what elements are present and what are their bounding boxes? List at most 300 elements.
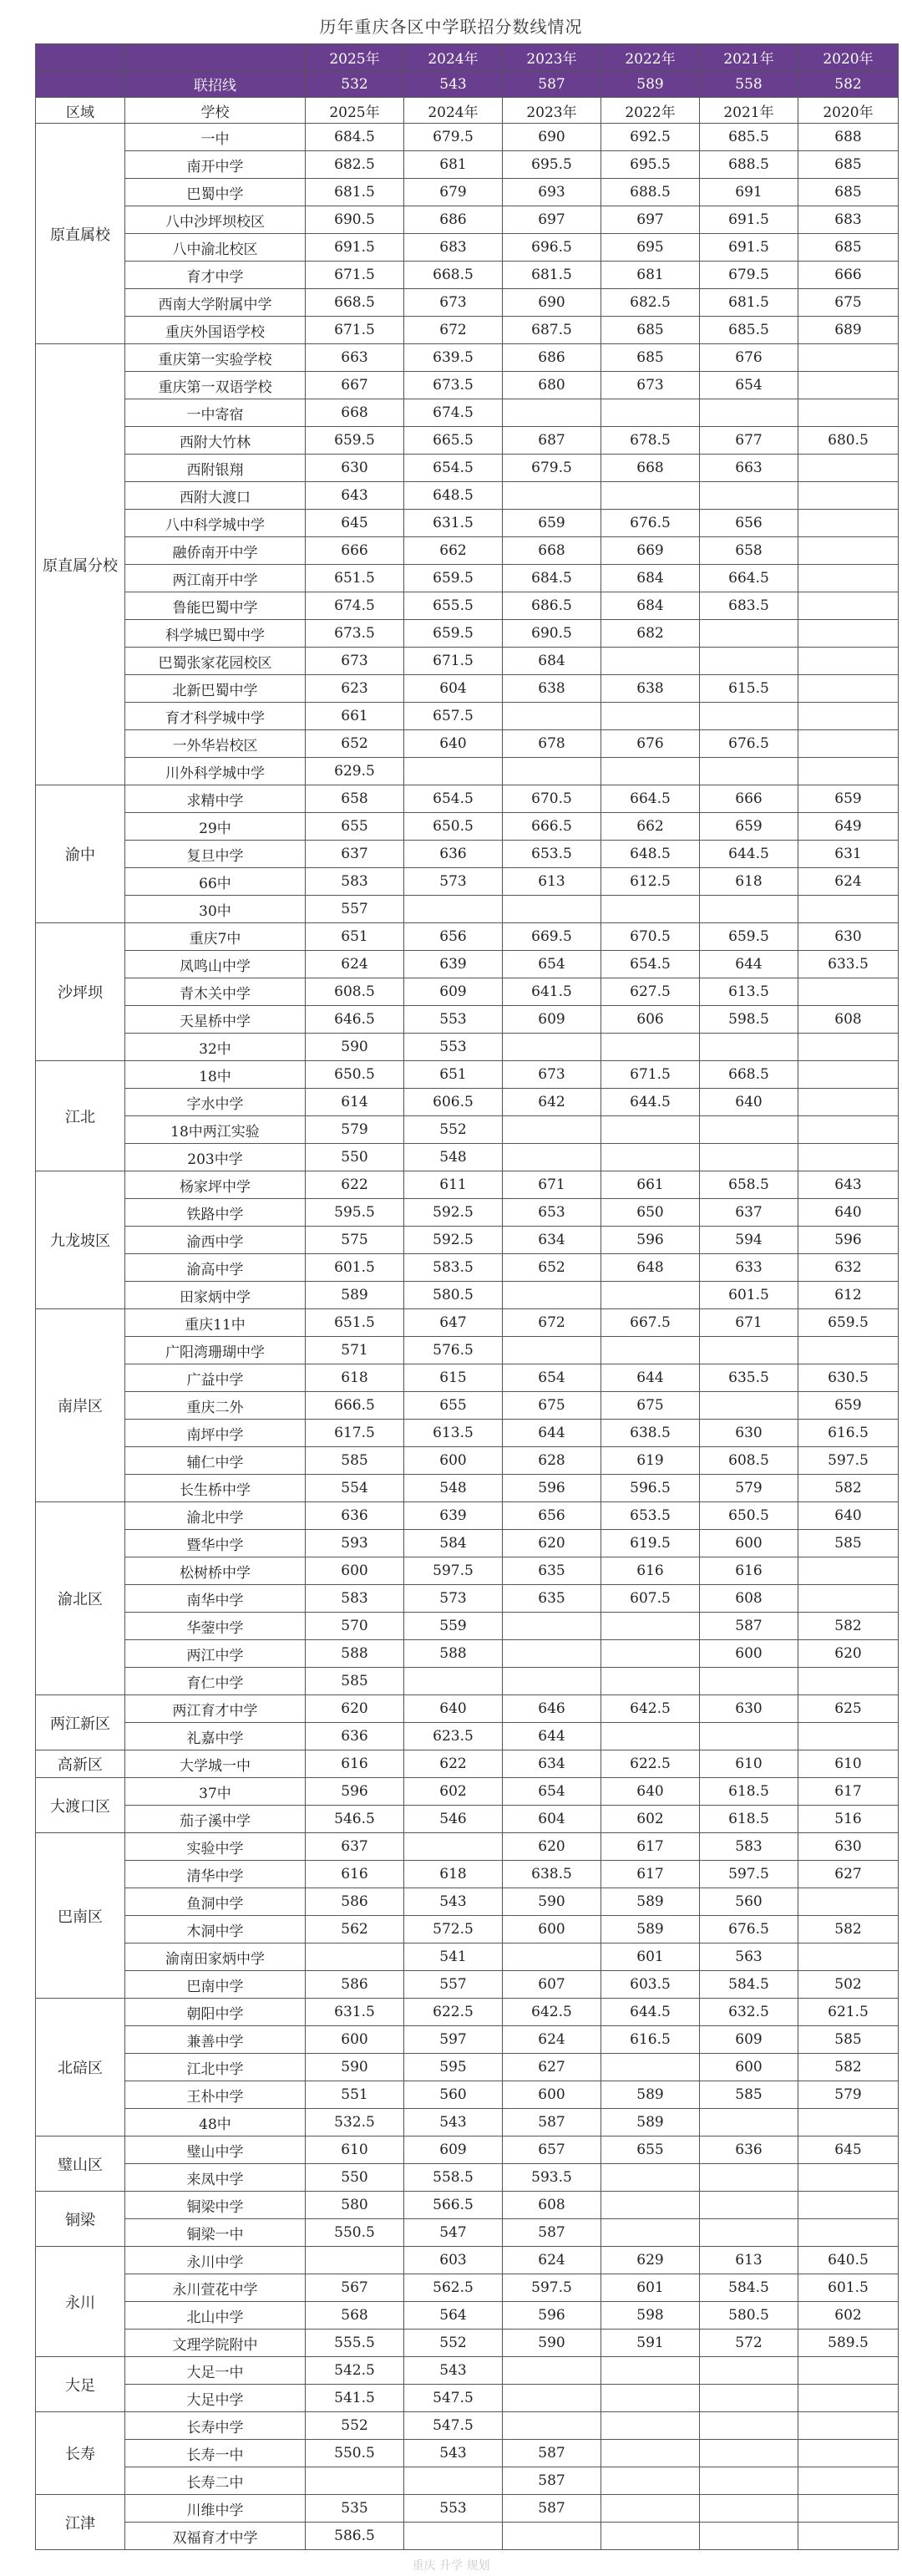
score-cell: 586 — [306, 1971, 404, 1999]
score-cell: 615.5 — [700, 675, 798, 703]
school-name-cell: 字水中学 — [125, 1089, 306, 1116]
score-cell: 640 — [601, 1778, 700, 1806]
score-cell: 640.5 — [798, 2247, 899, 2274]
school-name-cell: 南开中学 — [125, 151, 306, 179]
score-cell: 644.5 — [601, 1999, 700, 2026]
score-cell: 685 — [601, 344, 700, 372]
score-cell: 559 — [404, 1613, 503, 1640]
score-cell: 681.5 — [503, 262, 601, 289]
school-name-cell: 重庆第一实验学校 — [125, 344, 306, 372]
table-row — [36, 2523, 899, 2550]
school-name-cell: 渝北中学 — [125, 1502, 306, 1530]
score-cell: 584.5 — [700, 2274, 798, 2302]
watermark: 重庆 升学 规划 — [412, 2559, 490, 2573]
score-cell: 553 — [404, 1034, 503, 1061]
score-cell: 679.5 — [404, 124, 503, 151]
school-name-cell: 北山中学 — [125, 2302, 306, 2330]
score-cell: 642 — [503, 1089, 601, 1116]
score-cell: 638.5 — [503, 1861, 601, 1888]
table-row — [36, 289, 899, 317]
score-cell — [700, 2495, 798, 2523]
score-cell: 684.5 — [503, 565, 601, 592]
table-row — [36, 2467, 899, 2495]
region-column-header: 区域 — [36, 98, 125, 124]
score-cell — [601, 703, 700, 730]
score-cell: 600 — [503, 2081, 601, 2109]
school-name-cell: 华蓥中学 — [125, 1613, 306, 1640]
score-cell: 682.5 — [306, 151, 404, 179]
score-cell: 687 — [503, 427, 601, 455]
table-row — [36, 1034, 899, 1061]
score-cell: 589 — [306, 1282, 404, 1309]
score-cell: 600 — [306, 2026, 404, 2054]
table-row — [36, 868, 899, 896]
region-cell: 长寿 — [36, 2412, 125, 2495]
score-cell: 631 — [798, 841, 899, 868]
school-name-cell: 西南大学附属中学 — [125, 289, 306, 317]
table-row — [36, 1888, 899, 1916]
score-cell: 662 — [404, 537, 503, 565]
score-cell: 650.5 — [306, 1061, 404, 1089]
score-cell: 624 — [798, 868, 899, 896]
score-cell: 658 — [306, 785, 404, 813]
score-cell: 654.5 — [404, 785, 503, 813]
score-cell: 681 — [404, 151, 503, 179]
table-row — [36, 234, 899, 262]
score-cell: 623 — [306, 675, 404, 703]
score-cell: 653.5 — [601, 1502, 700, 1530]
score-cell: 583 — [306, 868, 404, 896]
table-row — [36, 1171, 899, 1199]
school-name-cell: 八中渝北校区 — [125, 234, 306, 262]
school-name-cell: 凤鸣山中学 — [125, 951, 306, 978]
score-cell: 668.5 — [404, 262, 503, 289]
table-row — [36, 510, 899, 537]
score-cell: 685.5 — [700, 124, 798, 151]
table-row — [36, 2137, 899, 2164]
score-cell: 671.5 — [601, 1061, 700, 1089]
score-cell: 502 — [798, 1971, 899, 1999]
table-row — [36, 565, 899, 592]
table-row — [36, 344, 899, 372]
score-cell: 671.5 — [306, 262, 404, 289]
score-cell — [700, 1144, 798, 1171]
score-cell: 642.5 — [503, 1999, 601, 2026]
school-name-cell: 37中 — [125, 1778, 306, 1806]
score-cell: 598 — [601, 2302, 700, 2330]
score-cell: 597.5 — [404, 1557, 503, 1585]
score-cell: 543 — [404, 1888, 503, 1916]
school-name-cell: 清华中学 — [125, 1861, 306, 1888]
score-cell: 639 — [404, 951, 503, 978]
score-cell: 617.5 — [306, 1420, 404, 1447]
score-cell: 615 — [404, 1364, 503, 1392]
table-row — [36, 1557, 899, 1585]
school-name-cell: 48中 — [125, 2109, 306, 2137]
score-cell: 644.5 — [700, 841, 798, 868]
score-cell: 607 — [503, 1971, 601, 1999]
region-cell: 沙坪坝 — [36, 923, 125, 1061]
score-cell: 656 — [700, 510, 798, 537]
score-cell: 625 — [798, 1695, 899, 1723]
score-cell: 629.5 — [306, 758, 404, 785]
table-row — [36, 1640, 899, 1668]
score-cell: 638 — [601, 675, 700, 703]
school-name-cell: 巴南中学 — [125, 1971, 306, 1999]
score-cell: 590 — [503, 1888, 601, 1916]
score-cell: 560 — [404, 2081, 503, 2109]
school-name-cell: 18中两江实验 — [125, 1116, 306, 1144]
score-cell: 666 — [306, 537, 404, 565]
table-row — [36, 1999, 899, 2026]
score-cell — [700, 620, 798, 648]
year-header: 2023年 — [503, 44, 601, 71]
score-cell: 654.5 — [404, 455, 503, 482]
score-cell: 696.5 — [503, 234, 601, 262]
score-cell: 678 — [503, 730, 601, 758]
score-cell: 675 — [601, 1392, 700, 1420]
column-header-row — [36, 98, 899, 124]
score-cell: 584 — [404, 1530, 503, 1557]
score-cell: 638.5 — [601, 1420, 700, 1447]
score-cell: 644 — [503, 1420, 601, 1447]
year-column-header: 2021年 — [700, 98, 798, 124]
score-cell: 608.5 — [306, 978, 404, 1006]
score-cell: 604 — [503, 1806, 601, 1833]
score-cell — [601, 1144, 700, 1171]
score-cell: 668.5 — [306, 289, 404, 317]
table-row — [36, 151, 899, 179]
score-cell: 600 — [700, 1640, 798, 1668]
score-cell: 590 — [306, 2054, 404, 2081]
score-cell: 681.5 — [700, 289, 798, 317]
score-cell: 669.5 — [503, 923, 601, 951]
score-cell: 620 — [503, 1530, 601, 1557]
score-cell: 543 — [404, 2440, 503, 2467]
score-cell: 659 — [700, 813, 798, 841]
score-cell: 622.5 — [404, 1999, 503, 2026]
score-cell: 610 — [798, 1750, 899, 1778]
score-cell — [503, 703, 601, 730]
table-row — [36, 482, 899, 510]
score-cell — [404, 1833, 503, 1861]
score-cell: 627 — [503, 2054, 601, 2081]
score-cell: 606.5 — [404, 1089, 503, 1116]
table-row — [36, 675, 899, 703]
score-cell: 618.5 — [700, 1806, 798, 1833]
score-cell: 680 — [503, 372, 601, 399]
score-cell: 645 — [306, 510, 404, 537]
score-cell: 592.5 — [404, 1199, 503, 1227]
school-name-cell: 巴蜀中学 — [125, 179, 306, 206]
table-row — [36, 813, 899, 841]
score-cell: 589 — [601, 1916, 700, 1943]
table-row — [36, 758, 899, 785]
score-cell — [700, 2385, 798, 2412]
score-cell: 596 — [503, 1475, 601, 1502]
school-column-header: 学校 — [125, 98, 306, 124]
score-cell — [601, 2440, 700, 2467]
school-name-cell: 18中 — [125, 1061, 306, 1089]
score-cell: 656 — [503, 1502, 601, 1530]
school-name-cell: 璧山中学 — [125, 2137, 306, 2164]
score-cell: 609 — [404, 2137, 503, 2164]
table-row — [36, 179, 899, 206]
score-cell: 624 — [503, 2026, 601, 2054]
score-cell: 586.5 — [306, 2523, 404, 2550]
score-cell: 596 — [306, 1778, 404, 1806]
score-cell — [798, 1337, 899, 1364]
score-cell — [601, 1337, 700, 1364]
school-name-cell: 王朴中学 — [125, 2081, 306, 2109]
score-cell: 620 — [306, 1695, 404, 1723]
score-cell: 579 — [700, 1475, 798, 1502]
score-cell: 669 — [601, 537, 700, 565]
score-cell: 655 — [601, 2137, 700, 2164]
score-cell — [404, 896, 503, 923]
table-row — [36, 620, 899, 648]
school-name-cell: 巴蜀张家花园校区 — [125, 648, 306, 675]
score-cell: 681.5 — [306, 179, 404, 206]
year-header: 2022年 — [601, 44, 700, 71]
score-cell: 564 — [404, 2302, 503, 2330]
table-row — [36, 1861, 899, 1888]
score-cell: 622 — [404, 1750, 503, 1778]
score-cell: 587 — [503, 2495, 601, 2523]
score-cell — [798, 896, 899, 923]
school-name-cell: 32中 — [125, 1034, 306, 1061]
table-row — [36, 951, 899, 978]
region-cell: 铜梁 — [36, 2192, 125, 2247]
score-cell: 654 — [503, 1778, 601, 1806]
score-cell: 592.5 — [404, 1227, 503, 1254]
score-cell: 670.5 — [503, 785, 601, 813]
score-cell: 585 — [798, 2026, 899, 2054]
school-name-cell: 实验中学 — [125, 1833, 306, 1861]
score-cell: 535 — [306, 2495, 404, 2523]
score-cell: 684 — [601, 592, 700, 620]
score-cell: 677 — [700, 427, 798, 455]
score-cell — [700, 1337, 798, 1364]
score-cell — [601, 2054, 700, 2081]
score-cell: 604 — [404, 675, 503, 703]
score-cell — [404, 758, 503, 785]
score-cell: 596 — [798, 1227, 899, 1254]
score-cell: 622.5 — [601, 1750, 700, 1778]
score-cell: 668 — [601, 455, 700, 482]
score-cell: 589 — [601, 1888, 700, 1916]
score-cell: 600 — [404, 1447, 503, 1475]
score-cell: 616 — [601, 1557, 700, 1585]
score-cell: 668.5 — [700, 1061, 798, 1089]
score-cell: 644 — [503, 1723, 601, 1750]
score-cell: 631.5 — [404, 510, 503, 537]
score-cell: 640 — [404, 730, 503, 758]
score-cell: 630 — [798, 1833, 899, 1861]
score-cell: 572 — [700, 2330, 798, 2357]
score-cell: 610 — [306, 2137, 404, 2164]
score-cell: 606 — [601, 1006, 700, 1034]
school-name-cell: 大学城一中 — [125, 1750, 306, 1778]
table-row — [36, 2357, 899, 2385]
score-cell: 652 — [503, 1254, 601, 1282]
score-cell: 686 — [503, 344, 601, 372]
year-column-header: 2024年 — [404, 98, 503, 124]
score-cell: 640 — [700, 1089, 798, 1116]
score-cell — [798, 1943, 899, 1971]
score-cell: 616 — [700, 1557, 798, 1585]
header-blank-cell — [36, 44, 125, 71]
score-cell — [503, 1116, 601, 1144]
score-cell: 588 — [404, 1640, 503, 1668]
score-cell: 667 — [306, 372, 404, 399]
table-row — [36, 1420, 899, 1447]
score-cell: 552 — [404, 1116, 503, 1144]
score-cell: 566.5 — [404, 2192, 503, 2219]
table-row — [36, 1613, 899, 1640]
score-cell: 639 — [404, 1502, 503, 1530]
cutoff-score: 587 — [503, 71, 601, 98]
score-cell: 671 — [700, 1309, 798, 1337]
score-cell: 589.5 — [798, 2330, 899, 2357]
score-cell: 676.5 — [700, 1916, 798, 1943]
score-cell: 685 — [798, 151, 899, 179]
score-cell: 664.5 — [700, 565, 798, 592]
region-cell: 江北 — [36, 1061, 125, 1171]
score-cell: 585 — [700, 2081, 798, 2109]
school-name-cell: 科学城巴蜀中学 — [125, 620, 306, 648]
score-cell: 672 — [404, 317, 503, 344]
region-cell: 北碚区 — [36, 1999, 125, 2137]
score-cell: 659.5 — [306, 427, 404, 455]
score-cell: 589 — [601, 2081, 700, 2109]
score-cell: 602 — [601, 1806, 700, 1833]
score-cell — [503, 1943, 601, 1971]
score-cell: 580.5 — [700, 2302, 798, 2330]
school-name-cell: 西附大渡口 — [125, 482, 306, 510]
score-cell: 583.5 — [404, 1254, 503, 1282]
table-row — [36, 841, 899, 868]
school-name-cell: 长寿二中 — [125, 2467, 306, 2495]
score-cell: 607.5 — [601, 1585, 700, 1613]
score-cell: 618 — [404, 1861, 503, 1888]
score-cell — [503, 399, 601, 427]
score-cell: 618.5 — [700, 1778, 798, 1806]
year-column-header: 2023年 — [503, 98, 601, 124]
score-cell: 613 — [700, 2247, 798, 2274]
score-cell: 613.5 — [404, 1420, 503, 1447]
school-name-cell: 渝南田家炳中学 — [125, 1943, 306, 1971]
table-row — [36, 730, 899, 758]
score-cell — [798, 1585, 899, 1613]
score-cell: 579 — [798, 2081, 899, 2109]
school-name-cell: 江北中学 — [125, 2054, 306, 2081]
score-cell: 620 — [503, 1833, 601, 1861]
school-name-cell: 松树桥中学 — [125, 1557, 306, 1585]
region-cell: 原直属校 — [36, 124, 125, 344]
table-row — [36, 1116, 899, 1144]
score-cell: 562.5 — [404, 2274, 503, 2302]
score-cell — [503, 1282, 601, 1309]
score-cell — [601, 1613, 700, 1640]
cutoff-score: 582 — [798, 71, 899, 98]
table-row — [36, 124, 899, 151]
score-cell: 516 — [798, 1806, 899, 1833]
score-cell: 541 — [404, 1943, 503, 1971]
score-cell: 683 — [798, 206, 899, 234]
score-cell: 658 — [700, 537, 798, 565]
score-cell: 685 — [798, 234, 899, 262]
school-name-cell: 育才中学 — [125, 262, 306, 289]
score-cell: 653.5 — [503, 841, 601, 868]
cutoff-score: 532 — [306, 71, 404, 98]
score-cell — [700, 2412, 798, 2440]
score-cell: 653 — [503, 1199, 601, 1227]
region-cell: 江津 — [36, 2495, 125, 2550]
school-name-cell: 天星桥中学 — [125, 1006, 306, 1034]
score-cell — [601, 1668, 700, 1695]
score-cell: 671.5 — [306, 317, 404, 344]
score-cell — [601, 1640, 700, 1668]
cutoff-score: 543 — [404, 71, 503, 98]
school-name-cell: 广阳湾珊瑚中学 — [125, 1337, 306, 1364]
school-name-cell: 广益中学 — [125, 1364, 306, 1392]
score-cell: 691.5 — [306, 234, 404, 262]
score-cell: 659 — [798, 785, 899, 813]
score-cell: 688.5 — [700, 151, 798, 179]
score-cell: 692.5 — [601, 124, 700, 151]
score-cell: 666 — [798, 262, 899, 289]
school-name-cell: 渝西中学 — [125, 1227, 306, 1254]
score-cell: 585 — [306, 1668, 404, 1695]
score-cell: 595.5 — [306, 1199, 404, 1227]
score-cell: 654.5 — [601, 951, 700, 978]
score-cell: 695.5 — [601, 151, 700, 179]
cutoff-score: 558 — [700, 71, 798, 98]
table-row — [36, 537, 899, 565]
score-cell: 627.5 — [601, 978, 700, 1006]
score-cell: 609 — [404, 978, 503, 1006]
table-row — [36, 1833, 899, 1861]
score-cell: 678.5 — [601, 427, 700, 455]
score-cell: 686 — [404, 206, 503, 234]
region-cell: 渝中 — [36, 785, 125, 923]
score-cell: 679.5 — [503, 455, 601, 482]
score-cell — [503, 758, 601, 785]
score-cell: 585 — [306, 1447, 404, 1475]
score-cell: 673.5 — [306, 620, 404, 648]
table-row — [36, 1089, 899, 1116]
score-cell — [700, 703, 798, 730]
score-cell: 690.5 — [306, 206, 404, 234]
score-cell — [700, 2164, 798, 2192]
score-cell: 555.5 — [306, 2330, 404, 2357]
score-cell — [700, 2357, 798, 2385]
table-row — [36, 978, 899, 1006]
score-cell: 691.5 — [700, 234, 798, 262]
score-cell: 571 — [306, 1337, 404, 1364]
score-cell: 637 — [306, 1833, 404, 1861]
score-cell — [798, 372, 899, 399]
score-cell: 635 — [503, 1557, 601, 1585]
score-cell: 601 — [601, 1943, 700, 1971]
score-cell — [798, 565, 899, 592]
score-cell: 690 — [503, 124, 601, 151]
score-cell — [700, 2467, 798, 2495]
score-cell — [798, 2467, 899, 2495]
score-cell: 618 — [700, 868, 798, 896]
score-cell: 630 — [700, 1420, 798, 1447]
